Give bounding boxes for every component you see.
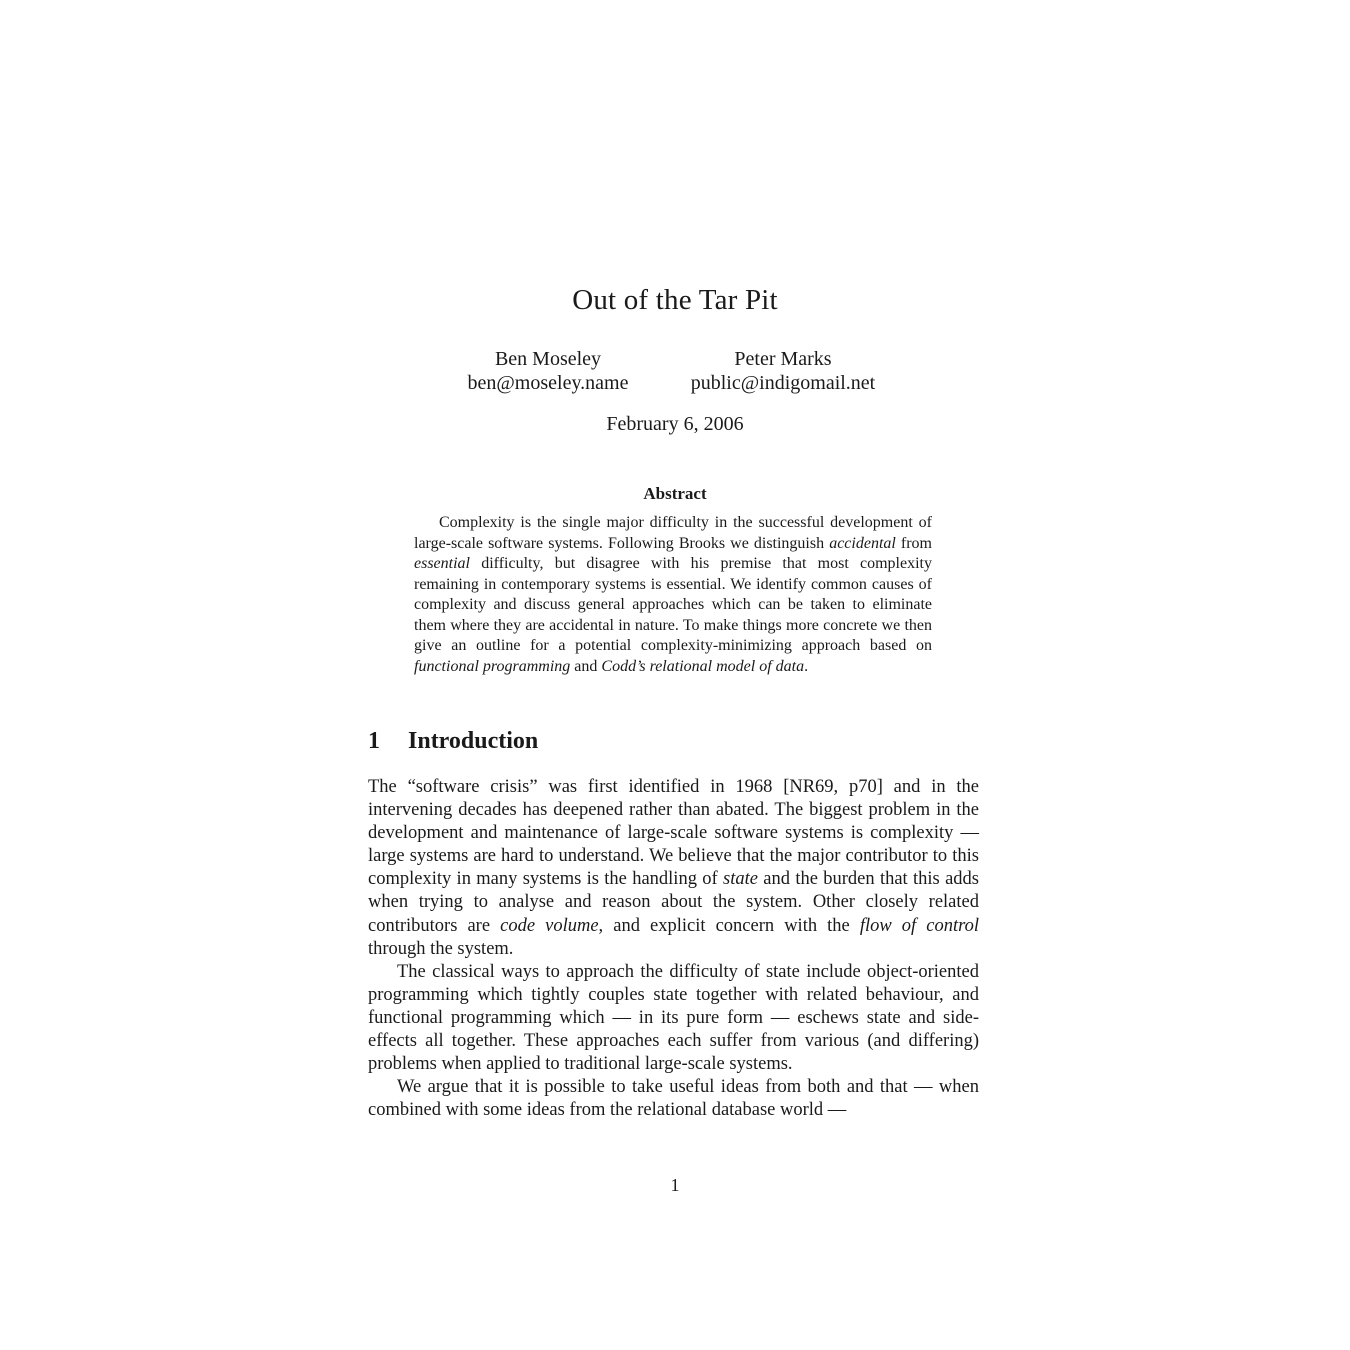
- body-text-part: and the burden that this adds when trying to analyse and reason about the system. Other closely related contributors are: [368, 869, 979, 936]
- body-paragraph-3: We argue that it is possible to take useful ideas from both and that — when combined with some ideas from the relational database world —: [368, 1077, 979, 1121]
- paper-title: Out of the Tar Pit: [572, 284, 778, 316]
- body-paragraph-1: [368, 776, 979, 961]
- body-text-part: through the system.: [368, 938, 514, 959]
- abstract-heading: Abstract: [643, 484, 707, 503]
- abstract-text-part: difficulty, but disagree with his premise that most complexity remaining in contemporary systems is essential. We identify common causes of complexity and discuss general approaches which can be taken to eliminate them where they are accidental in nature. To make things more concrete we then give an outline for a potential complexity-minimizing approach based on: [414, 555, 932, 654]
- body-emphasis: flow of control: [859, 915, 979, 936]
- abstract-text-part: .: [804, 657, 809, 675]
- author-1-email: ben@moseley.name: [467, 372, 629, 394]
- abstract-text-part: from: [895, 534, 933, 552]
- author-2-name: Peter Marks: [734, 348, 832, 370]
- section-title: Introduction: [408, 728, 539, 754]
- section-body: [368, 776, 979, 1122]
- abstract-text-part: and: [570, 657, 602, 675]
- body-emphasis: code volume: [500, 915, 599, 936]
- body-emphasis: state: [723, 869, 758, 890]
- abstract-emphasis: Codd’s relational model of data: [601, 657, 805, 675]
- body-text-part: The “software crisis” was first identified in 1968 [NR69, p70] and in the intervening decades has deepened rather than abated. The biggest problem in the development and maintenance of large-scale software systems is complexity — large systems are hard to understand. We believe that the major contributor to this complexity in many systems is the handling of: [368, 777, 979, 890]
- abstract-text-part: Complexity is the single major difficulty in the successful development of large-scale software systems. Following Brooks we distinguish: [414, 514, 932, 552]
- body-text-part: , and explicit concern with the: [598, 915, 860, 936]
- abstract-emphasis: accidental: [829, 534, 896, 552]
- abstract-emphasis: functional programming: [414, 657, 571, 675]
- abstract-text: [414, 513, 932, 677]
- section-number: 1: [368, 728, 380, 754]
- paper-date: February 6, 2006: [606, 413, 744, 435]
- section-heading: [368, 728, 538, 755]
- abstract-emphasis: essential: [414, 555, 470, 572]
- author-1-name: Ben Moseley: [494, 348, 602, 370]
- author-1: [448, 347, 648, 395]
- page-number: 1: [670, 1175, 680, 1195]
- body-paragraph-2: The classical ways to approach the difficulty of state include object-oriented programming which tightly couples state together with related behaviour, and functional programming which — in its pure form — eschews state and side-effects all together. These approaches each suffer from various (and differing) problems when applied to traditional large-scale systems.: [368, 961, 979, 1075]
- author-2: [672, 347, 894, 395]
- author-2-email: public@indigomail.net: [690, 372, 876, 394]
